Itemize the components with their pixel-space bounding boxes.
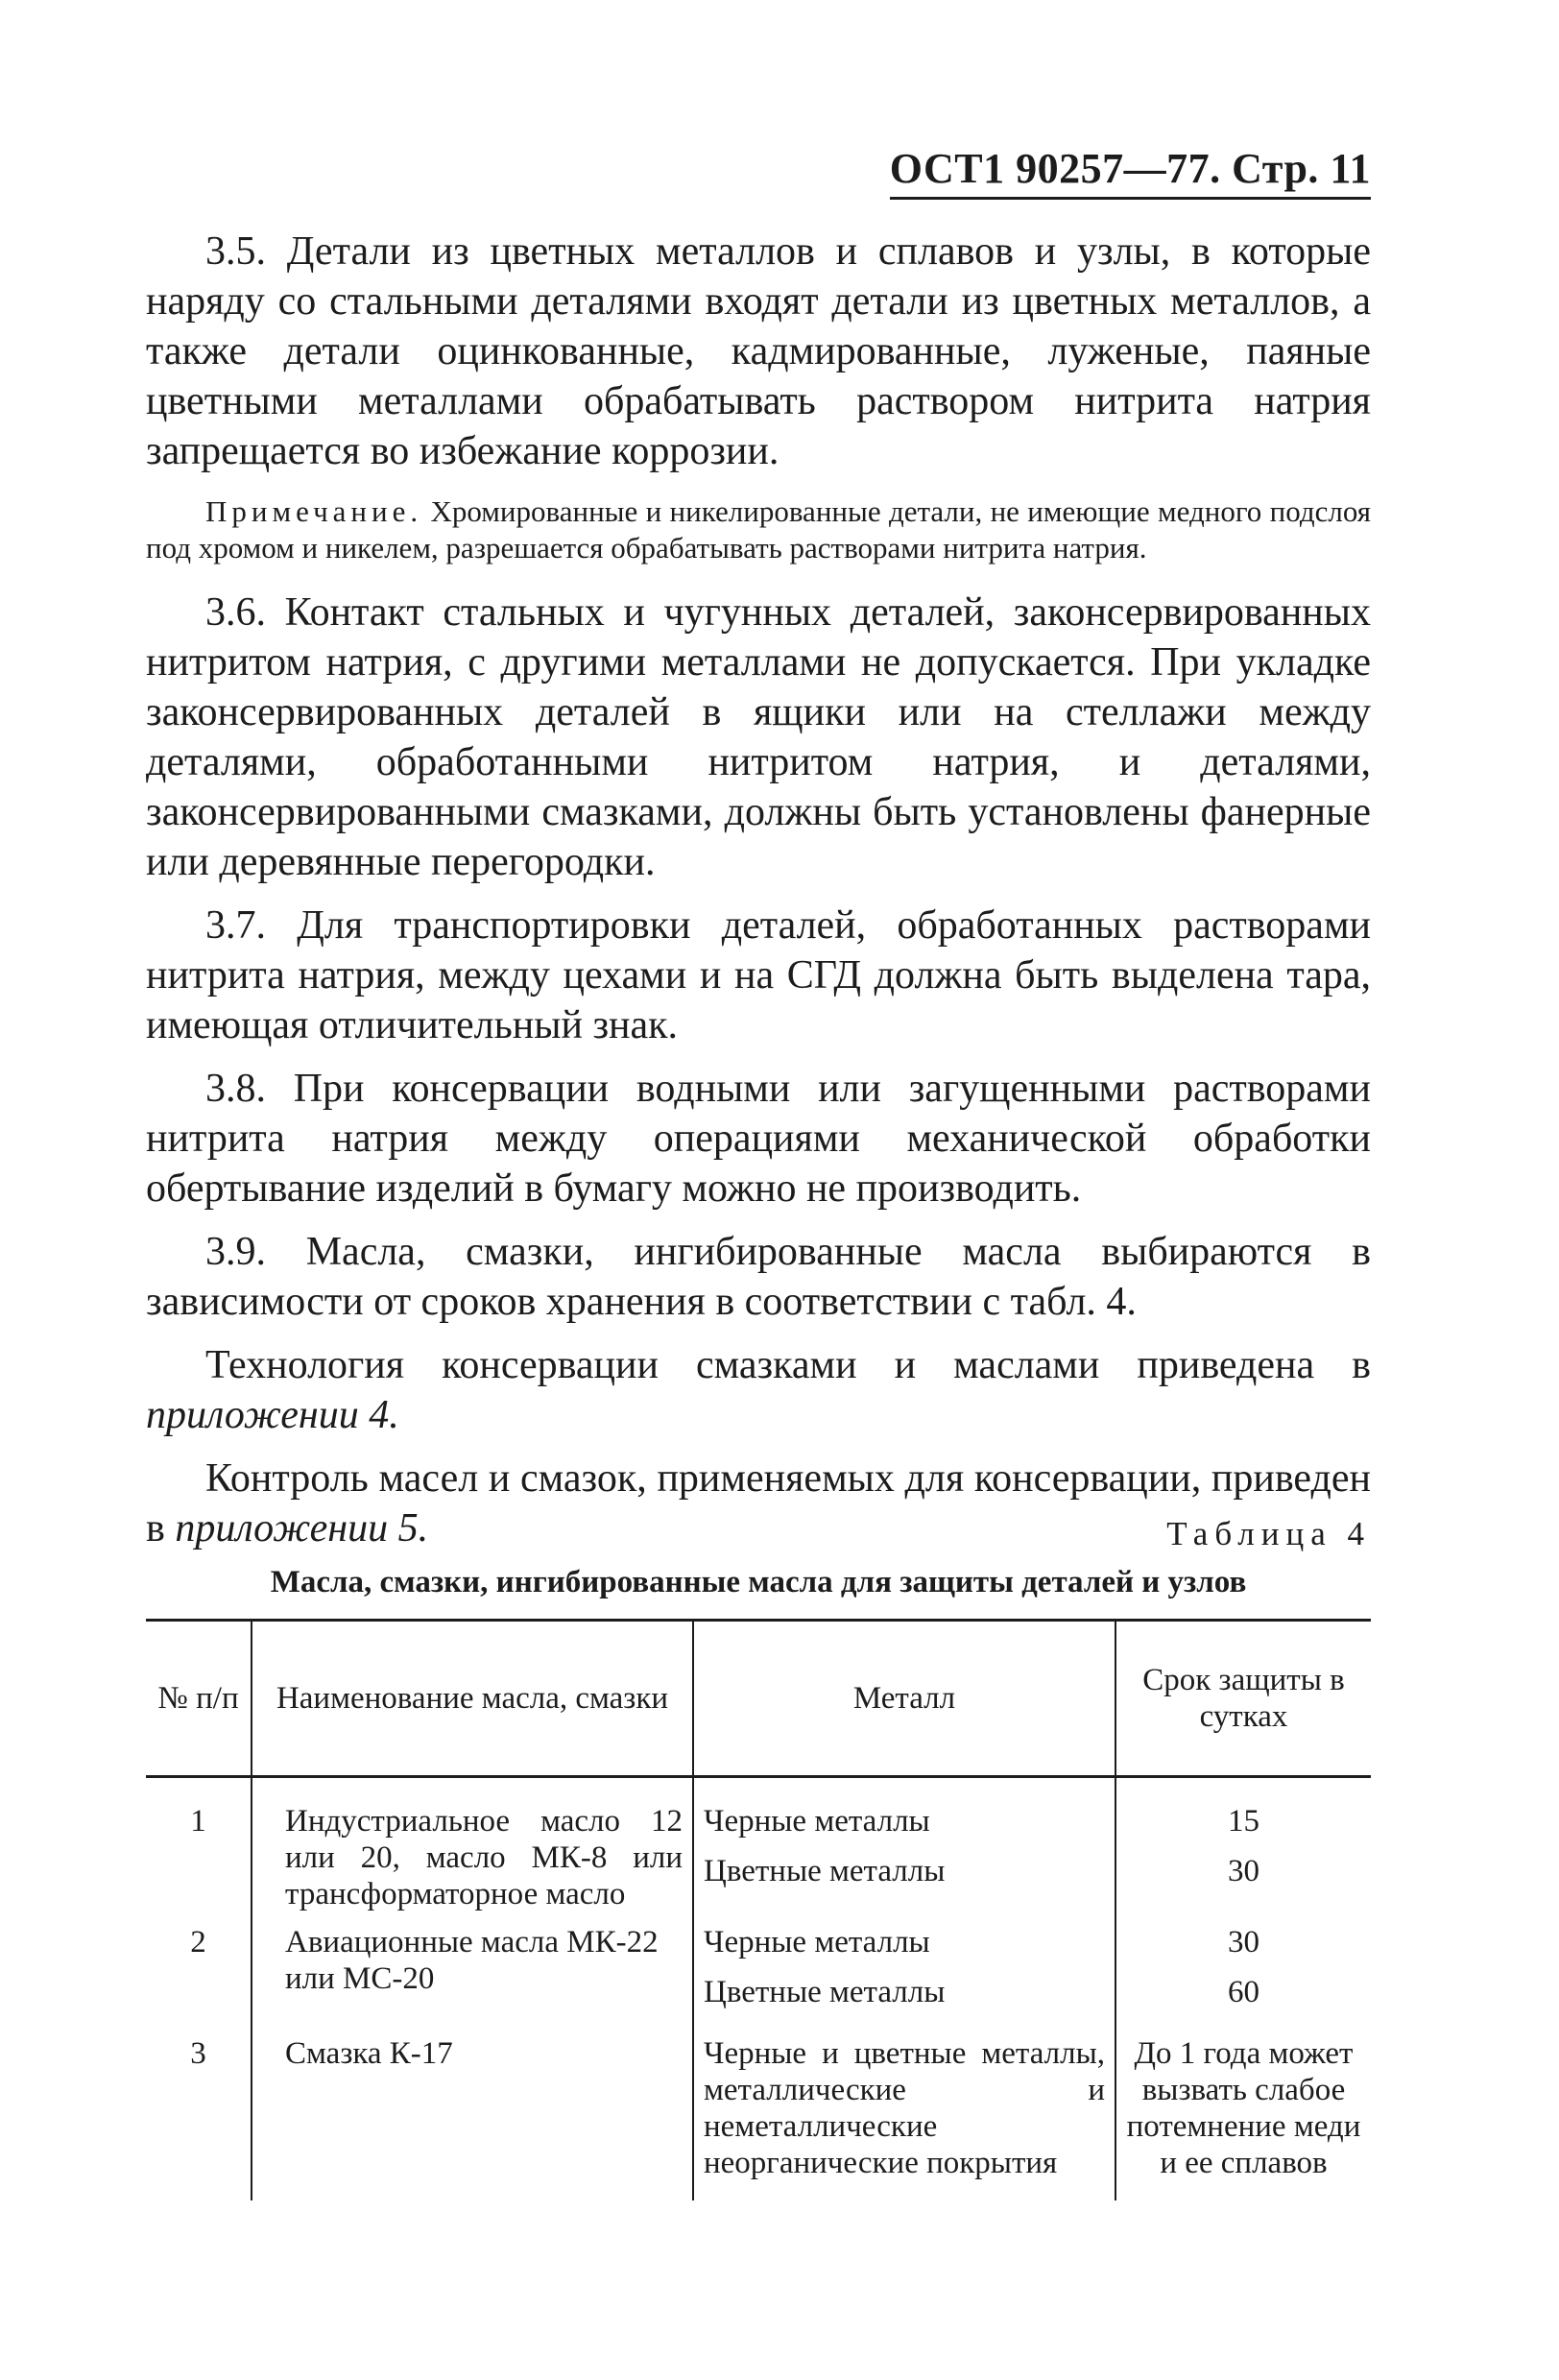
cell-term — [1115, 1777, 1371, 1919]
metal-nonferrous: Цветные металлы — [704, 1854, 946, 1888]
term-ferrous: 15 — [1228, 1804, 1259, 1839]
cell-name: Смазка К-17 — [252, 2030, 693, 2200]
header-term: Срок защиты в сутках — [1115, 1621, 1371, 1777]
oils-table — [146, 1619, 1371, 2200]
paragraph-3-9: 3.9. Масла, смазки, ингибированные масла выбираются в зависимости от сроков хранения в соответствии с табл. 4. — [146, 1230, 1371, 1324]
appendix-5-reference: приложении 5. — [175, 1506, 429, 1551]
metal-ferrous: Черные металлы — [704, 1925, 930, 1959]
header-name: Наименование масла, смазки — [252, 1621, 693, 1777]
header-metal: Металл — [693, 1621, 1115, 1777]
appendix-4-reference: приложении 4. — [146, 1393, 399, 1437]
technology-text: Технология консервации смазками и маслами приведена в — [205, 1343, 1371, 1387]
table-title: Масла, смазки, ингибированные масла для защиты деталей и узлов — [270, 1565, 1247, 1599]
paragraph-3-8: 3.8. При консервации водными или загущенными растворами нитрита натрия между операциями механической обработки обертывание изделий в бумагу можно не производить. — [146, 1067, 1371, 1211]
term-note: До 1 года может вызвать слабое потемнение меди и ее сплавов — [1126, 2036, 1361, 2180]
cell-term — [1115, 1918, 1371, 2030]
table-row — [146, 1777, 1371, 1919]
table-caption: Таблица 4 — [1166, 1515, 1371, 1552]
cell-term — [1115, 2030, 1371, 2200]
cell-metal — [693, 2030, 1115, 2200]
metal-ferrous: Черные металлы — [704, 1804, 930, 1839]
paragraph-3-7: 3.7. Для транспортировки деталей, обработанных растворами нитрита натрия, между цехами и на СГД должна быть выделена тара, имеющая отличительный знак. — [146, 903, 1371, 1047]
table-header-row — [146, 1621, 1371, 1777]
header-number: № п/п — [146, 1621, 252, 1777]
paragraph-3-5: 3.5. Детали из цветных металлов и сплавов и узлы, в которые наряду со стальными деталями входят детали из цветных металлов, а также детали оцинкованные, кадмированные, луженые, паяные цветными металлами обрабатывать раствором нитрита натрия запрещается во избежание коррозии. — [146, 229, 1371, 473]
note-label: Примечание. — [205, 494, 423, 528]
metal-nonferrous: Цветные металлы — [704, 1975, 946, 2009]
metal-all: Черные и цветные металлы, металлические и неметаллические неорганические покрытия — [704, 2036, 1105, 2180]
body-text — [146, 227, 1371, 1567]
table-row — [146, 1918, 1371, 2030]
note-paragraph — [146, 493, 1371, 566]
paragraph-3-6: 3.6. Контакт стальных и чугунных деталей, законсервированных нитритом натрия, с другими металлами не допускается. При укладке законсервированных деталей в ящики или на стеллажи между деталями, обработанными нитритом натрия, и деталями, законсервированными смазками, должны быть установлены фанерные или деревянные перегородки. — [146, 590, 1371, 884]
note-text: Хромированные и никелированные детали, не имеющие медного подслоя под хромом и никелем, разрешается обрабатывать растворами нитрита натрия. — [146, 494, 1371, 565]
cell-metal — [693, 1777, 1115, 1919]
term-nonferrous: 60 — [1228, 1975, 1259, 2009]
term-nonferrous: 30 — [1228, 1854, 1259, 1888]
cell-number: 3 — [190, 2036, 206, 2071]
control-text: Контроль масел и смазок, применяемых для консервации, приведен в — [146, 1456, 1371, 1551]
paragraph-technology — [146, 1340, 1371, 1440]
table-row — [146, 2030, 1371, 2200]
cell-name: Авиационные масла МК-22 или МС-20 — [252, 1918, 693, 2030]
cell-number: 2 — [190, 1925, 206, 1959]
cell-number: 1 — [190, 1804, 206, 1839]
cell-name: Индустриальное масло 12 или 20, масло МК-8 или трансформаторное масло — [252, 1777, 693, 1919]
page-header: ОСТ1 90257—77. Стр. 11 — [890, 144, 1371, 200]
cell-metal — [693, 1918, 1115, 2030]
term-ferrous: 30 — [1228, 1925, 1259, 1959]
